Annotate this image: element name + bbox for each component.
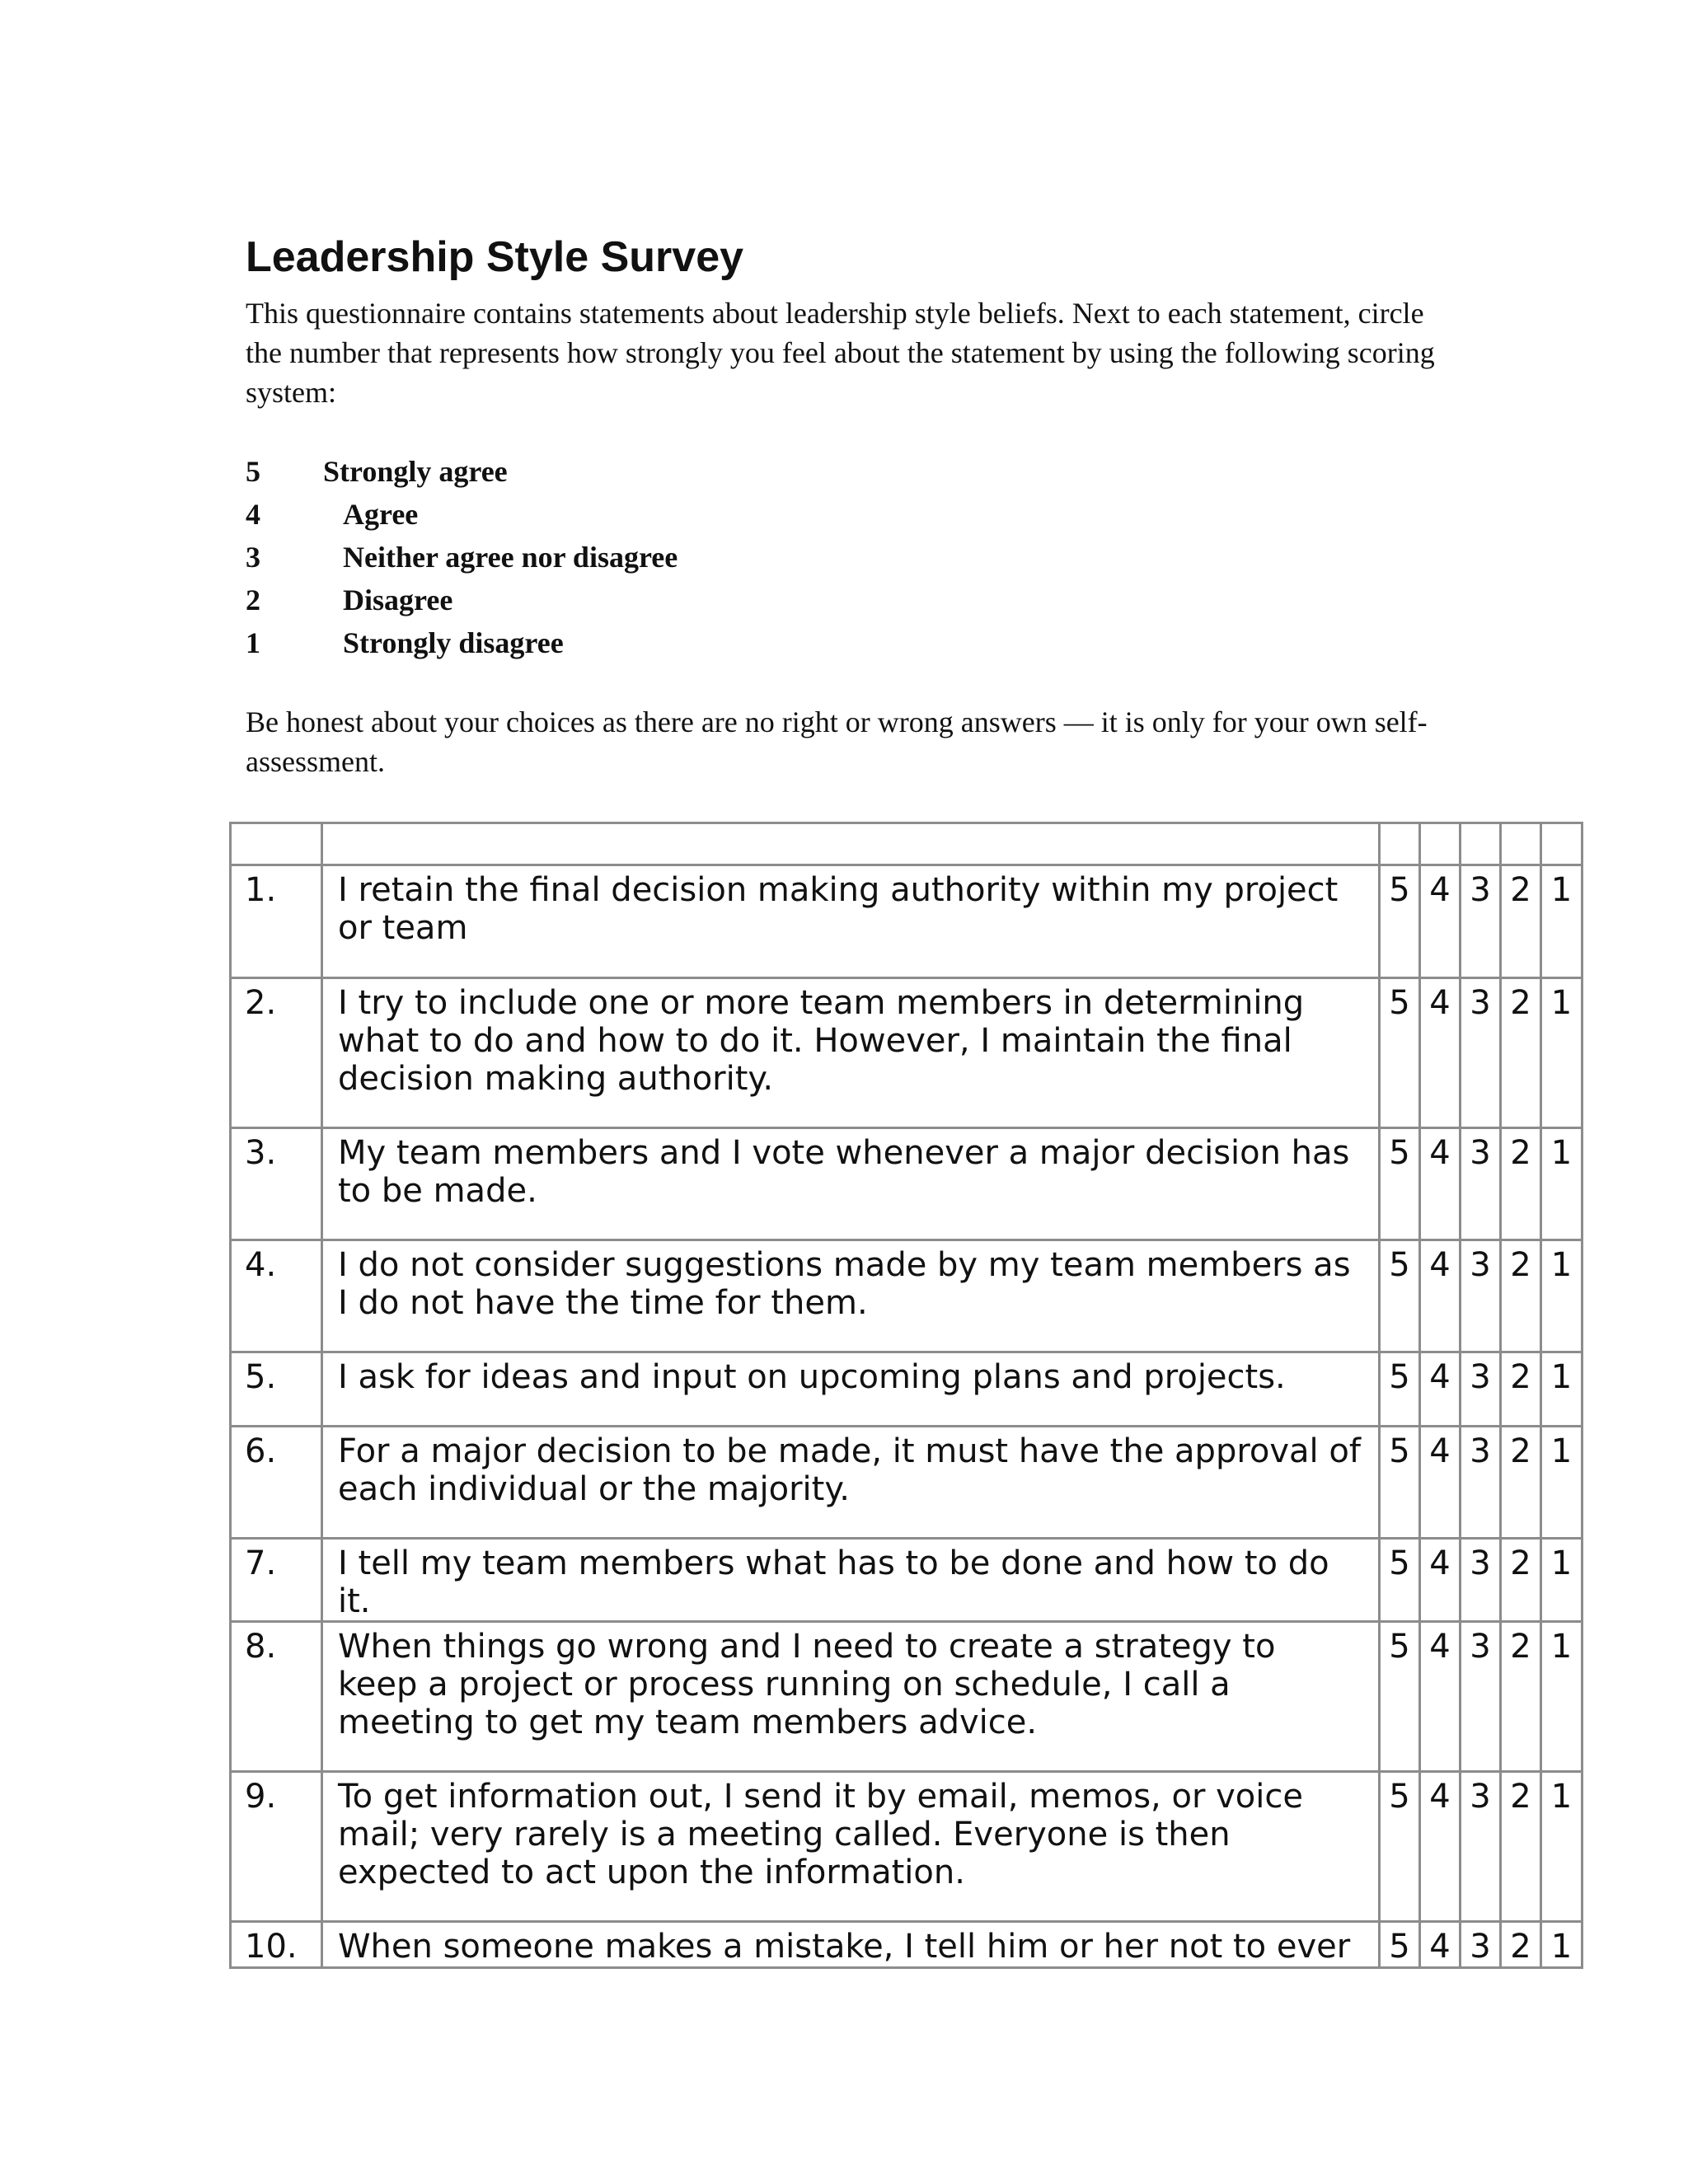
item-number: 2. [231, 978, 322, 1128]
score-option-2[interactable]: 2 [1501, 1352, 1541, 1427]
score-option-4[interactable]: 4 [1420, 1427, 1461, 1539]
header-cell [1461, 823, 1501, 865]
table-row [231, 1128, 1582, 1240]
score-option-5[interactable]: 5 [1380, 1128, 1420, 1240]
score-option-5[interactable]: 5 [1380, 1622, 1420, 1772]
score-option-3[interactable]: 3 [1461, 1427, 1501, 1539]
score-option-1[interactable]: 1 [1541, 1772, 1582, 1922]
score-option-5[interactable]: 5 [1380, 1240, 1420, 1352]
scale-label: Strongly disagree [343, 626, 564, 659]
score-option-1[interactable]: 1 [1541, 1922, 1582, 1968]
item-number: 5. [231, 1352, 322, 1427]
item-statement: I ask for ideas and input on upcoming plans and projects. [322, 1352, 1380, 1427]
score-option-3[interactable]: 3 [1461, 1352, 1501, 1427]
item-statement: To get information out, I send it by email, memos, or voice mail; very rarely is a meeting called. Everyone is then expected to act upon the information. [322, 1772, 1380, 1922]
item-statement: I tell my team members what has to be done and how to do it. [322, 1539, 1380, 1622]
score-option-4[interactable]: 4 [1420, 1352, 1461, 1427]
score-option-5[interactable]: 5 [1380, 1539, 1420, 1622]
score-option-5[interactable]: 5 [1380, 865, 1420, 978]
table-row [231, 1427, 1582, 1539]
score-option-1[interactable]: 1 [1541, 978, 1582, 1128]
score-option-5[interactable]: 5 [1380, 1352, 1420, 1427]
score-option-1[interactable]: 1 [1541, 1539, 1582, 1622]
header-cell [1501, 823, 1541, 865]
table-row [231, 1922, 1582, 1968]
score-option-1[interactable]: 1 [1541, 1240, 1582, 1352]
scale-value: 4 [246, 498, 260, 531]
page-title: Leadership Style Survey [246, 233, 744, 281]
table-row [231, 865, 1582, 978]
header-cell [1541, 823, 1582, 865]
intro-paragraph: This questionnaire contains statements about leadership style beliefs. Next to each statement, circle the number that represents how strongly you feel about the statement by using the following scoring system: [246, 297, 1435, 409]
score-option-1[interactable]: 1 [1541, 1352, 1582, 1427]
score-option-4[interactable]: 4 [1420, 1922, 1461, 1968]
score-option-3[interactable]: 3 [1461, 978, 1501, 1128]
score-option-5[interactable]: 5 [1380, 1772, 1420, 1922]
score-option-3[interactable]: 3 [1461, 1128, 1501, 1240]
score-option-1[interactable]: 1 [1541, 1128, 1582, 1240]
score-option-2[interactable]: 2 [1501, 1539, 1541, 1622]
score-option-4[interactable]: 4 [1420, 1539, 1461, 1622]
score-option-4[interactable]: 4 [1420, 1128, 1461, 1240]
honesty-note: Be honest about your choices as there are no right or wrong answers — it is only for your own self-assessment. [246, 705, 1428, 778]
score-option-3[interactable]: 3 [1461, 865, 1501, 978]
item-statement: I retain the final decision making authority within my project or team [322, 865, 1380, 978]
score-option-2[interactable]: 2 [1501, 1240, 1541, 1352]
item-statement: For a major decision to be made, it must have the approval of each individual or the majority. [322, 1427, 1380, 1539]
score-option-3[interactable]: 3 [1461, 1622, 1501, 1772]
survey-table [229, 822, 1583, 1969]
table-row [231, 1539, 1582, 1622]
score-option-2[interactable]: 2 [1501, 1622, 1541, 1772]
item-number: 3. [231, 1128, 322, 1240]
header-cell [1380, 823, 1420, 865]
item-statement: When someone makes a mistake, I tell him or her not to ever [322, 1922, 1380, 1968]
score-option-3[interactable]: 3 [1461, 1772, 1501, 1922]
item-number: 10. [231, 1922, 322, 1968]
header-cell [1420, 823, 1461, 865]
table-row [231, 978, 1582, 1128]
item-statement: When things go wrong and I need to create a strategy to keep a project or process running on schedule, I call a meeting to get my team members advice. [322, 1622, 1380, 1772]
item-number: 6. [231, 1427, 322, 1539]
table-row [231, 1772, 1582, 1922]
scale-value: 5 [246, 455, 260, 488]
item-statement: My team members and I vote whenever a major decision has to be made. [322, 1128, 1380, 1240]
scale-label: Disagree [343, 583, 453, 616]
table-row [231, 1240, 1582, 1352]
scale-value: 2 [246, 583, 260, 616]
item-number: 9. [231, 1772, 322, 1922]
score-option-2[interactable]: 2 [1501, 1427, 1541, 1539]
scale-label: Neither agree nor disagree [343, 541, 678, 574]
score-option-2[interactable]: 2 [1501, 1922, 1541, 1968]
header-cell [322, 823, 1380, 865]
item-number: 1. [231, 865, 322, 978]
scale-label: Strongly agree [323, 455, 508, 488]
scale-value: 1 [246, 626, 260, 659]
score-option-2[interactable]: 2 [1501, 978, 1541, 1128]
item-statement: I try to include one or more team members in determining what to do and how to do it. However, I maintain the final decision making authority. [322, 978, 1380, 1128]
score-option-4[interactable]: 4 [1420, 978, 1461, 1128]
score-option-4[interactable]: 4 [1420, 1240, 1461, 1352]
score-option-3[interactable]: 3 [1461, 1539, 1501, 1622]
header-cell [231, 823, 322, 865]
score-option-2[interactable]: 2 [1501, 1772, 1541, 1922]
score-option-3[interactable]: 3 [1461, 1240, 1501, 1352]
item-number: 4. [231, 1240, 322, 1352]
item-number: 8. [231, 1622, 322, 1772]
table-row [231, 1352, 1582, 1427]
score-option-5[interactable]: 5 [1380, 1427, 1420, 1539]
scale-label: Agree [343, 498, 419, 531]
score-option-2[interactable]: 2 [1501, 1128, 1541, 1240]
score-option-1[interactable]: 1 [1541, 1622, 1582, 1772]
score-option-5[interactable]: 5 [1380, 978, 1420, 1128]
score-option-1[interactable]: 1 [1541, 865, 1582, 978]
table-header-row [231, 823, 1582, 865]
scale-value: 3 [246, 541, 260, 574]
score-option-4[interactable]: 4 [1420, 1622, 1461, 1772]
score-option-5[interactable]: 5 [1380, 1922, 1420, 1968]
score-option-2[interactable]: 2 [1501, 865, 1541, 978]
score-option-4[interactable]: 4 [1420, 1772, 1461, 1922]
item-number: 7. [231, 1539, 322, 1622]
score-option-1[interactable]: 1 [1541, 1427, 1582, 1539]
score-option-3[interactable]: 3 [1461, 1922, 1501, 1968]
table-row [231, 1622, 1582, 1772]
score-option-4[interactable]: 4 [1420, 865, 1461, 978]
item-statement: I do not consider suggestions made by my team members as I do not have the time for them. [322, 1240, 1380, 1352]
